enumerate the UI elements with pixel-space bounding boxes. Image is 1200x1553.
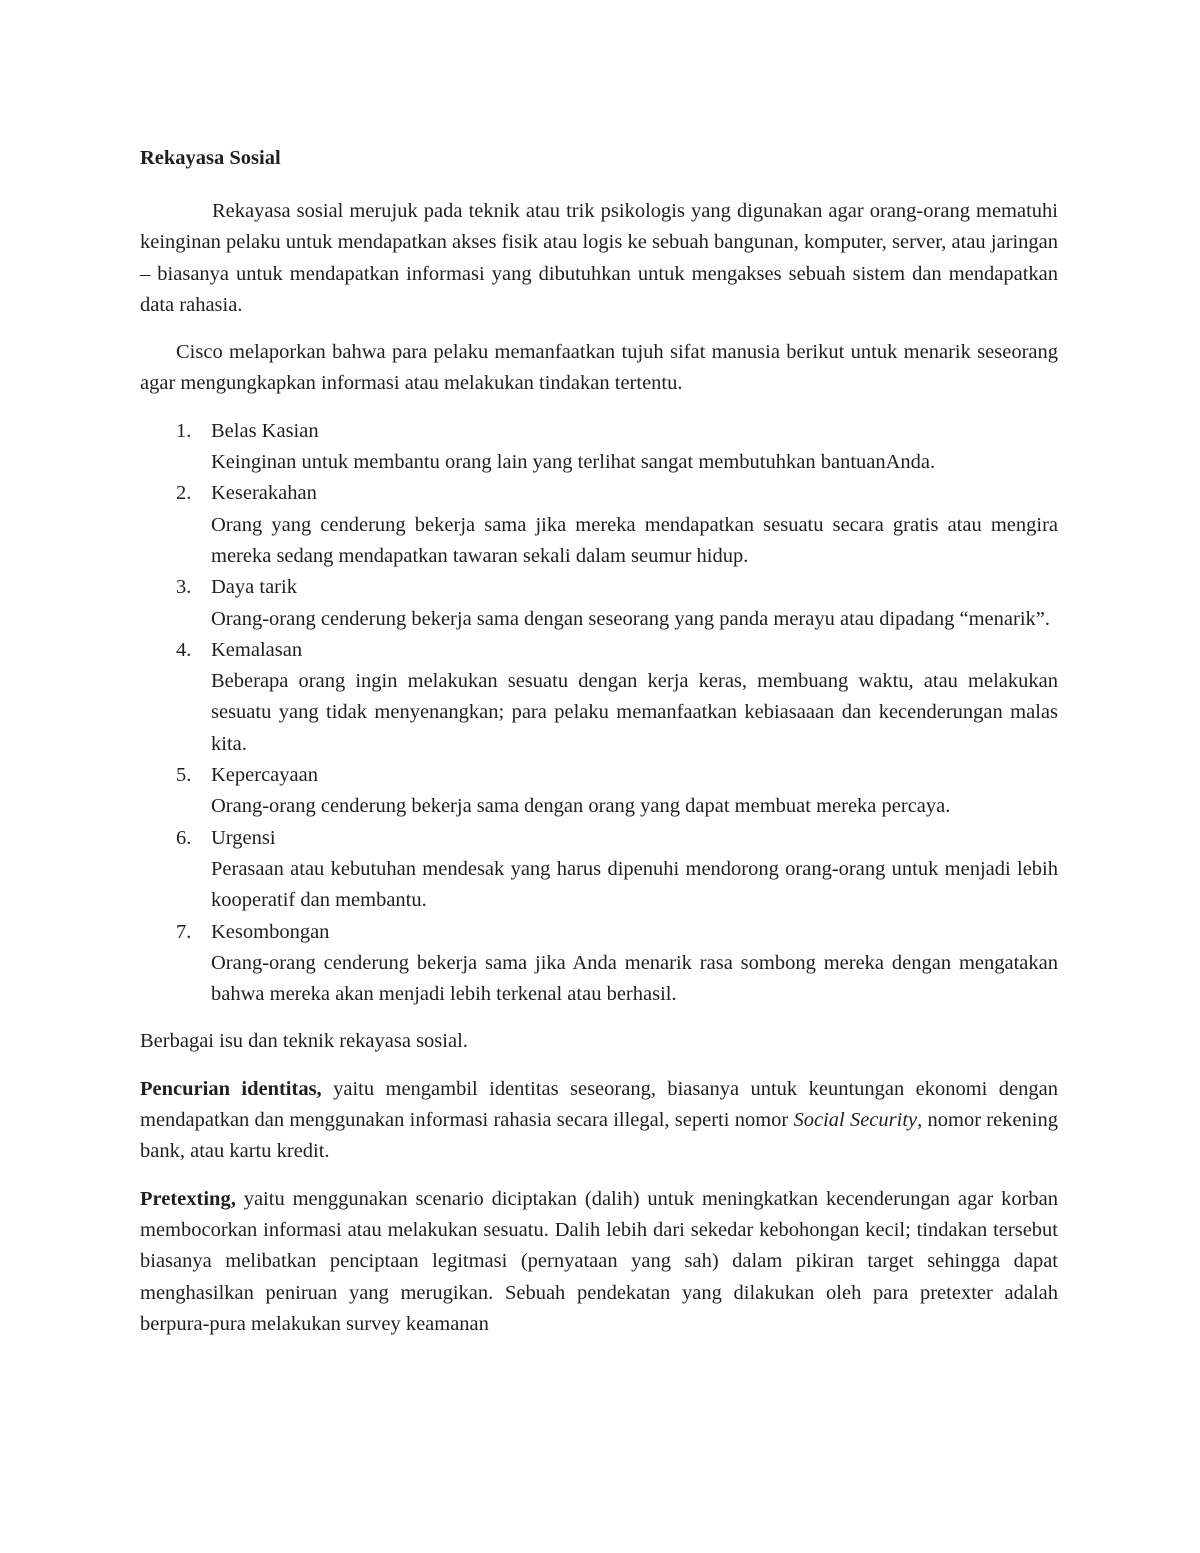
list-item-number: 3. (176, 576, 192, 599)
identity-theft-text: yaitu mengambil identitas seseorang, biasanya untuk keuntungan ekonomi dengan mendapatkan dan menggunakan informasi rahasia secara illegal, seperti nomor (140, 1077, 1058, 1132)
list-item-number: 5. (176, 764, 192, 787)
list-item-name: Kepercayaan (211, 764, 318, 787)
list-item (140, 478, 1058, 572)
list-item-number: 4. (176, 638, 192, 661)
list-item-name: Daya tarik (211, 576, 297, 599)
document-body (140, 138, 1058, 1356)
list-item-description: Perasaan atau kebutuhan mendesak yang harus dipenuhi mendorong orang-orang untuk menjadi lebih kooperatif dan membantu. (211, 857, 1058, 912)
pretexting-term: Pretexting, (140, 1187, 236, 1210)
cisco-paragraph: Cisco melaporkan bahwa para pelaku memanfaatkan tujuh sifat manusia berikut untuk menarik seseorang agar mengungkapkan informasi atau melakukan tindakan tertentu. (140, 341, 1058, 395)
list-item (140, 572, 1058, 635)
pretexting-text: yaitu menggunakan scenario diciptakan (dalih) untuk meningkatkan kecenderungan agar korban membocorkan informasi atau melakukan sesuatu. Dalih lebih dari sekedar kebohongan kecil; tindakan tersebut biasanya melibatkan penciptaan legitmasi (pernyataan yang sah) dalam pikiran target sehingga dapat menghasilkan peniruan yang merugikan. Sebuah pendekatan yang dilakukan oleh para pretexter adalah berpura-pura melakukan survey keamanan (140, 1187, 1058, 1335)
identity-theft-term: Pencurian identitas, (140, 1077, 322, 1100)
traits-list (140, 416, 1058, 1011)
identity-theft-italic: Social Security (793, 1109, 918, 1132)
pretexting-paragraph (140, 1184, 1058, 1340)
list-item-number: 6. (176, 826, 192, 849)
list-item-number: 2. (176, 482, 192, 505)
list-item-description: Orang-orang cenderung bekerja sama dengan orang yang dapat membuat mereka percaya. (211, 795, 951, 818)
identity-theft-paragraph (140, 1074, 1058, 1168)
issues-intro: Berbagai isu dan teknik rekayasa sosial. (140, 1030, 468, 1053)
list-item-name: Belas Kasian (211, 419, 319, 442)
list-item (140, 760, 1058, 823)
list-item-description: Keinginan untuk membantu orang lain yang terlihat sangat membutuhkan bantuanAnda. (211, 451, 936, 474)
list-item-description: Beberapa orang ingin melakukan sesuatu dengan kerja keras, membuang waktu, atau melakukan sesuatu yang tidak menyenangkan; para pelaku memanfaatkan kebiasaaan dan kecenderungan malas kita. (211, 670, 1058, 755)
list-item-description: Orang-orang cenderung bekerja sama dengan seseorang yang panda merayu atau dipadang “menarik”. (211, 607, 1050, 630)
list-item-name: Kemalasan (211, 638, 303, 661)
document-title: Rekayasa Sosial (140, 147, 281, 169)
list-item (140, 823, 1058, 917)
list-item (140, 416, 1058, 479)
list-item-number: 1. (176, 419, 192, 442)
list-item-description: Orang yang cenderung bekerja sama jika mereka mendapatkan sesuatu secara gratis atau mengira mereka sedang mendapatkan tawaran sekali dalam seumur hidup. (211, 513, 1058, 567)
list-item-name: Urgensi (211, 826, 276, 849)
list-item (140, 635, 1058, 760)
list-item-description: Orang-orang cenderung bekerja sama jika Anda menarik rasa sombong mereka dengan mengatakan bahwa mereka akan menjadi lebih terkenal atau berhasil. (211, 951, 1058, 1006)
list-item-name: Keserakahan (211, 482, 317, 505)
list-item-name: Kesombongan (211, 920, 330, 943)
intro-paragraph: Rekayasa sosial merujuk pada teknik atau trik psikologis yang digunakan agar orang-orang mematuhi keinginan pelaku untuk mendapatkan akses fisik atau logis ke sebuah bangunan, komputer, server, atau jaringan – biasanya untuk mendapatkan informasi yang dibutuhkan untuk mengakses sebuah sistem dan mendapatkan data rahasia. (140, 200, 1058, 316)
identity-theft-text-after: , nomor rekening bank, atau kartu kredit. (140, 1109, 1058, 1163)
list-item-number: 7. (176, 920, 192, 943)
list-item (140, 917, 1058, 1011)
